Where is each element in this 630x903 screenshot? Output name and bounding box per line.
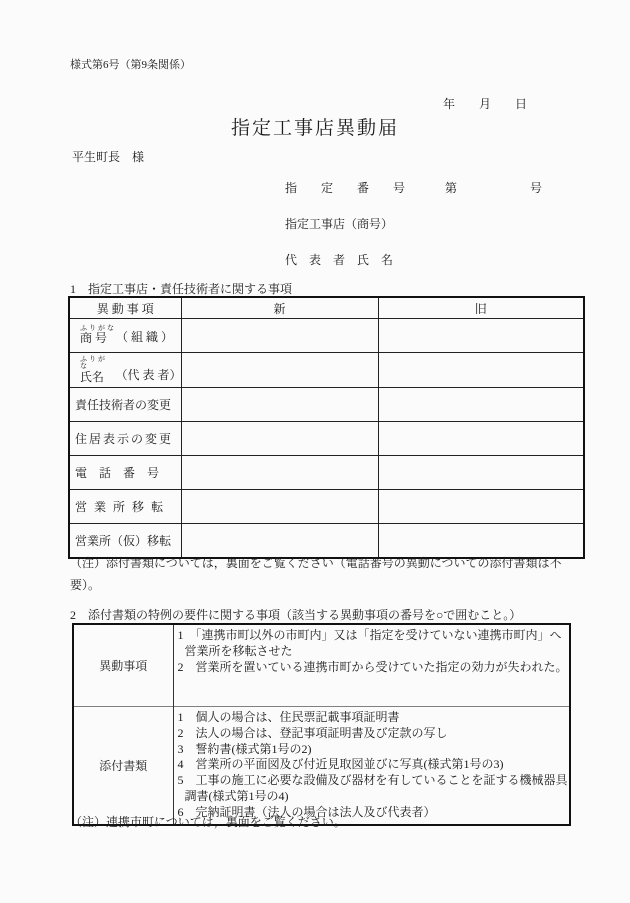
row-label-text: 商 号 xyxy=(80,331,108,346)
row-label-phone-number: 電 話 番 号 xyxy=(69,456,181,490)
change-items-table xyxy=(68,296,585,559)
representative-name-label: 代 表 者 氏 名 xyxy=(285,253,394,267)
cell-new-representative xyxy=(181,353,378,388)
table-row-trade-name xyxy=(69,319,584,353)
table-row-office-relocation xyxy=(69,490,584,524)
attachment-item-4: 4 営業所の平面図及び付近見取図並びに写真(様式第1号の3) xyxy=(177,757,504,772)
row-label-text: 氏名 xyxy=(80,369,105,384)
table-row-attachments xyxy=(73,707,570,825)
col-header-old: 旧 xyxy=(378,297,584,319)
page-title: 指定工事店異動届 xyxy=(230,118,399,139)
furigana-label: ふりがな xyxy=(80,324,116,333)
cell-old-representative xyxy=(378,353,584,388)
cell-old-address-display xyxy=(378,422,584,456)
table-row-representative xyxy=(69,353,584,388)
row-label-attachments: 添付書類 xyxy=(73,707,173,825)
table-row-engineer-change xyxy=(69,388,584,422)
change-item-1: 1 「連携市町以外の市町内」又は「指定を受けていない連携市町内」へ営業所を移転させた xyxy=(177,628,562,658)
table-row-phone-number xyxy=(69,456,584,490)
cell-new-office-relocation xyxy=(181,490,378,524)
designation-dai: 第 xyxy=(445,181,458,195)
row-label-office-temp-relocation: 営業所（仮）移転 xyxy=(69,524,181,559)
designation-number-line xyxy=(285,179,542,196)
section2-note: （注）連携市町については，裏面をご覧ください。 xyxy=(70,815,346,829)
form-number: 様式第6号（第9条関係） xyxy=(70,59,191,71)
attachment-item-2: 2 法人の場合は、登記事項証明書及び定款の写し xyxy=(177,725,448,740)
col-header-change-item: 異 動 事 項 xyxy=(69,297,181,319)
section2-heading: 2 添付書類の特例の要件に関する事項（該当する異動事項の番号を○で囲むこと。） xyxy=(70,608,522,622)
cell-old-phone-number xyxy=(378,456,584,490)
date-line: 年 月 日 xyxy=(443,97,528,111)
cell-new-engineer-change xyxy=(181,388,378,422)
furigana-label: ふりがな xyxy=(80,355,107,371)
special-requirements-table xyxy=(72,623,571,826)
section1-note: （注）添付書類については，裏面をご覧ください（電話番号の異動についての添付書類は不要）。 xyxy=(70,556,562,592)
attachment-item-3: 3 誓約書(様式第1号の2) xyxy=(177,741,312,756)
section1-heading: 1 指定工事店・責任技術者に関する事項 xyxy=(70,282,293,296)
designation-go: 号 xyxy=(530,181,543,195)
attachment-item-1: 1 個人の場合は、住民票記載事項証明書 xyxy=(177,710,400,724)
change-item-2: 2 営業所を置いている連携市町から受けていた指定の効力が失われた。 xyxy=(177,659,568,674)
attachment-item-5: 5 工事の施工に必要な設備及び器材を有していることを証する機械器具調書(様式第1号の4) xyxy=(177,773,568,804)
cell-new-phone-number xyxy=(181,456,378,490)
cell-new-address-display xyxy=(181,422,378,456)
col-header-new: 新 xyxy=(181,297,378,319)
addressee: 平生町長 様 xyxy=(72,150,145,164)
row-label-change-items: 異動事項 xyxy=(73,624,173,707)
table-row-address-display xyxy=(69,422,584,456)
designation-number-label: 指 定 番 号 xyxy=(285,181,406,195)
attachment-item-6: 6 完納証明書（法人の場合は法人及び代表者） xyxy=(177,804,436,819)
cell-old-engineer-change xyxy=(378,388,584,422)
row-label-trade-name xyxy=(75,322,181,349)
table-row-change-items xyxy=(73,624,570,707)
cell-old-office-relocation xyxy=(378,490,584,524)
row-label-engineer-change: 責任技術者の変更 xyxy=(69,388,181,422)
row-label-representative xyxy=(75,353,181,387)
row-label-rest: （代 表 者） xyxy=(115,368,182,383)
shop-name-label: 指定工事店（商号） xyxy=(285,217,394,231)
row-label-address-display: 住居表示の変更 xyxy=(69,422,181,456)
table-header-row xyxy=(69,297,584,319)
cell-old-trade-name xyxy=(378,319,584,353)
cell-new-trade-name xyxy=(181,319,378,353)
row-label-office-relocation: 営 業 所 移 転 xyxy=(69,490,181,524)
row-label-rest: （ 組 織 ） xyxy=(116,329,174,344)
